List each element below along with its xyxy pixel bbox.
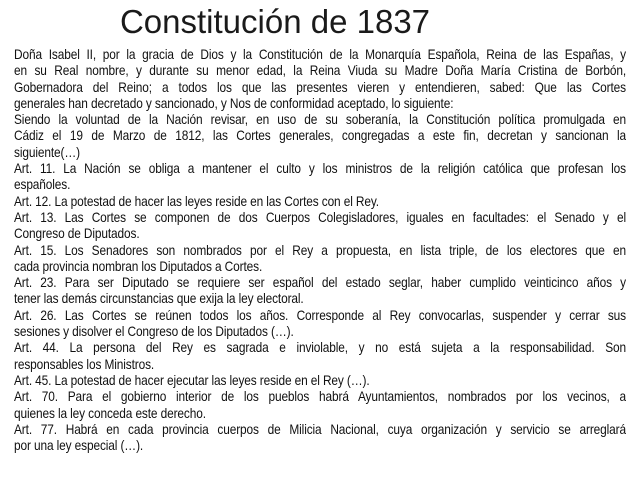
article-paragraph xyxy=(14,388,626,421)
document-body xyxy=(14,46,626,453)
text-line: españoles. xyxy=(14,176,71,193)
preamble-paragraph xyxy=(14,111,626,160)
text-line: Art. 12. La potestad de hacer las leyes reside en las Cortes con el Rey. xyxy=(14,192,379,209)
article-paragraph xyxy=(14,339,626,372)
text-line: responsables los Ministros. xyxy=(14,355,155,372)
text-line: Gobernadora del Reino; a todos los que las presentes vieren y entendieren, sabed: Que las Cortes xyxy=(14,78,626,95)
text-line: cada provincia nombran los Diputados a Cortes. xyxy=(14,257,263,274)
document-title: Constitución de 1837 xyxy=(119,3,431,40)
text-line: Art. 70. Para el gobierno interior de los pueblos habrá Ayuntamientos, nombrados por los vecinos, a xyxy=(14,388,626,405)
text-line: sesiones y disolver el Congreso de los Diputados (…). xyxy=(14,323,294,340)
text-line: Art. 77. Habrá en cada provincia cuerpos de Milicia Nacional, cuya organización y servicio se arreglará xyxy=(14,420,626,437)
article-paragraph xyxy=(14,274,626,307)
text-line: Art. 23. Para ser Diputado se requiere ser español del estado seglar, haber cumplido veinticinco años y xyxy=(14,274,626,291)
text-line: Siendo la voluntad de la Nación revisar, en uso de su soberanía, la Constitución política promulgada en xyxy=(14,111,626,128)
text-line: quienes la ley conceda este derecho. xyxy=(14,404,206,421)
article-paragraph xyxy=(14,307,626,340)
article-paragraph xyxy=(14,242,626,275)
text-line: generales han decretado y sancionado, y Nos de conformidad aceptado, lo siguiente: xyxy=(14,94,454,111)
text-line: Art. 11. La Nación se obliga a mantener el culto y los ministros de la religión católica que profesan los xyxy=(14,160,626,177)
text-line: siguiente(…) xyxy=(14,143,80,160)
article-paragraph xyxy=(14,209,626,242)
text-line: Congreso de Diputados. xyxy=(14,225,140,242)
text-line: Art. 26. Las Cortes se reúnen todos los años. Corresponde al Rey convocarlas, suspender y cerrar sus xyxy=(14,306,626,323)
preamble-paragraph xyxy=(14,46,626,111)
text-line: Cádiz el 19 de Marzo de 1812, las Cortes generales, congregadas a este fin, decretan y sancionan la xyxy=(14,127,626,144)
text-line: en su Real nombre, y durante su menor edad, la Reina Viuda su Madre Doña María Cristina de Borbón, xyxy=(14,62,626,79)
text-line: Art. 44. La persona del Rey es sagrada e inviolable, y no está sujeta a la responsabilidad. Son xyxy=(14,339,626,356)
text-line: por una ley especial (…). xyxy=(14,437,144,454)
text-line: Art. 13. Las Cortes se componen de dos Cuerpos Colegisladores, iguales en facultades: el Senado y el xyxy=(14,208,626,225)
text-line: Doña Isabel II, por la gracia de Dios y la Constitución de la Monarquía Española, Reina de las Españas, y xyxy=(14,46,626,62)
article-paragraph xyxy=(14,193,626,209)
text-line: Art. 45. La potestad de hacer ejecutar las leyes reside en el Rey (…). xyxy=(14,371,370,388)
article-paragraph xyxy=(14,372,626,388)
article-paragraph xyxy=(14,421,626,454)
text-line: tener las demás circunstancias que exija la ley electoral. xyxy=(14,290,304,307)
article-paragraph xyxy=(14,160,626,193)
text-line: Art. 15. Los Senadores son nombrados por el Rey a propuesta, en lista triple, de los electores que en xyxy=(14,241,626,258)
